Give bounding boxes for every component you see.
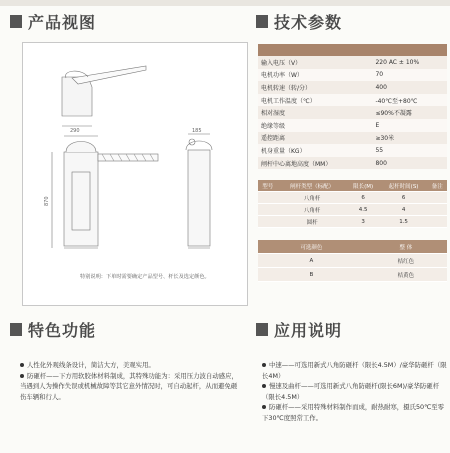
- dim-top-label: 290: [70, 128, 80, 134]
- arm-table-body: [258, 192, 447, 228]
- spec-row: [258, 106, 447, 119]
- application-text: 中速——可选用新式八角防砸杆（限长4.5M）/豪华防砸杆（限长4M）: [262, 361, 447, 380]
- section-title-features: [10, 318, 96, 341]
- color-table: [258, 240, 447, 282]
- table-cell: [258, 192, 278, 204]
- table-header-cell: 起杆时间(S): [380, 180, 428, 192]
- bullet-icon: [262, 363, 266, 367]
- table-cell: 6: [380, 192, 428, 204]
- section-square-icon: [10, 15, 22, 28]
- spec-table-header-band: [258, 44, 447, 56]
- table-row: [258, 192, 447, 204]
- table-cell: 圆杆: [278, 216, 347, 228]
- dim-side-label: 185: [192, 128, 202, 134]
- spec-value: E: [372, 119, 447, 132]
- table-cell: 4: [380, 204, 428, 216]
- application-item: [262, 360, 448, 381]
- top-ribbon: [0, 0, 450, 6]
- table-cell: 6: [347, 192, 380, 204]
- table-cell: 八角杆: [278, 204, 347, 216]
- spec-value: 400: [372, 81, 447, 94]
- table-cell: [427, 204, 447, 216]
- application-text: 慢速及曲杆——可选用新式八角防砸杆(限长6M)/豪华防砸杆（限长4.5M）: [262, 382, 440, 401]
- spec-row: [258, 69, 447, 82]
- section-square-icon: [10, 323, 22, 336]
- spec-value: 70: [372, 69, 447, 82]
- table-cell: B: [258, 268, 365, 282]
- arm-table-header: [258, 180, 447, 192]
- table-cell: 桔黄色: [365, 268, 447, 282]
- bullet-icon: [262, 384, 266, 388]
- front-view-cabinet: [64, 152, 98, 246]
- spec-label: 电机功率（W）: [258, 69, 372, 82]
- spec-row: [258, 81, 447, 94]
- front-view-head: [66, 142, 96, 153]
- table-cell: 3: [347, 216, 380, 228]
- feature-text: 人性化外观线条设计，简洁大方，美观实用。: [27, 361, 155, 369]
- features-block: [20, 360, 238, 402]
- bullet-icon: [20, 374, 24, 378]
- application-text: 防砸杆——采用特殊材料制作而成，耐热耐寒，摄氏50℃至零下30℃度照常工作。: [262, 403, 445, 422]
- feature-item: [20, 371, 238, 403]
- spec-row: [258, 144, 447, 157]
- color-table-header: [258, 240, 447, 254]
- spec-row: [258, 157, 447, 170]
- table-row: [258, 216, 447, 228]
- table-cell: [427, 192, 447, 204]
- table-header-cell: 备注: [427, 180, 447, 192]
- table-cell: 八角杆: [278, 192, 347, 204]
- section-label: 应用说明: [274, 321, 343, 340]
- spec-row: [258, 94, 447, 107]
- spec-label: 输入电压（V）: [258, 56, 372, 69]
- application-item: [262, 402, 448, 423]
- top-view-arm: [72, 66, 146, 84]
- spec-label: 电机工作温度（℃）: [258, 94, 372, 107]
- spec-label: 绝缘等级: [258, 119, 372, 132]
- bullet-icon: [20, 363, 24, 367]
- section-square-icon: [256, 323, 268, 336]
- section-label: 技术参数: [274, 13, 343, 32]
- drawing-note: 特别说明：下单时需要确定产品型号、杆长及选定颜色。: [80, 274, 210, 280]
- spec-label: 遥控距离: [258, 132, 372, 145]
- spec-row: [258, 56, 447, 69]
- table-cell: [427, 216, 447, 228]
- dim-height-label: 870: [44, 196, 50, 206]
- feature-item: [20, 360, 238, 371]
- feature-text: 防砸杆——下方用软胶体材料制成，其特殊功能为：采用压力波自动感应，当遇到人为操作失误或机械故障等其它意外情况时，可自动起杆，从而避免砸伤车辆和行人。: [20, 371, 238, 401]
- spec-label: 闸杆中心离地高度（MM）: [258, 157, 372, 170]
- spec-label: 机身重量（KG）: [258, 144, 372, 157]
- color-table-body: [258, 254, 447, 282]
- table-header-cell: 可选颜色: [258, 240, 365, 254]
- section-square-icon: [256, 15, 268, 28]
- table-cell: 桔红色: [365, 254, 447, 268]
- section-title-application: [256, 318, 342, 341]
- spec-value: 220 AC ± 10%: [372, 56, 447, 69]
- spec-table: [258, 44, 447, 169]
- side-view-cabinet: [188, 150, 210, 246]
- table-cell: 1.5: [380, 216, 428, 228]
- table-header-cell: 闸杆类型（标配）: [278, 180, 347, 192]
- table-header-cell: 型号: [258, 180, 278, 192]
- spec-value: ≤90%不凝露: [372, 106, 447, 119]
- spec-value: 55: [372, 144, 447, 157]
- spec-label: 相对湿度: [258, 106, 372, 119]
- spec-row: [258, 119, 447, 132]
- table-cell: 4.5: [347, 204, 380, 216]
- table-row: [258, 268, 447, 282]
- section-title-product-view: [10, 10, 96, 33]
- spec-value: 800: [372, 157, 447, 170]
- section-title-tech-params: [256, 10, 342, 33]
- spec-table-body: [258, 56, 447, 169]
- table-row: [258, 204, 447, 216]
- spec-label: 电机转速（转/分）: [258, 81, 372, 94]
- table-cell: [258, 216, 278, 228]
- table-cell: [258, 204, 278, 216]
- arm-table: [258, 180, 447, 228]
- section-label: 产品视图: [28, 13, 97, 32]
- table-header-cell: 限长(M): [347, 180, 380, 192]
- table-header-cell: 整 体: [365, 240, 447, 254]
- table-cell: A: [258, 254, 365, 268]
- bullet-icon: [262, 405, 266, 409]
- spec-value: -40℃至+80℃: [372, 94, 447, 107]
- section-label: 特色功能: [28, 321, 97, 340]
- spec-row: [258, 132, 447, 145]
- table-row: [258, 254, 447, 268]
- product-drawing: [22, 42, 246, 304]
- applications-block: [262, 360, 448, 423]
- application-item: [262, 381, 448, 402]
- spec-value: ≥30米: [372, 132, 447, 145]
